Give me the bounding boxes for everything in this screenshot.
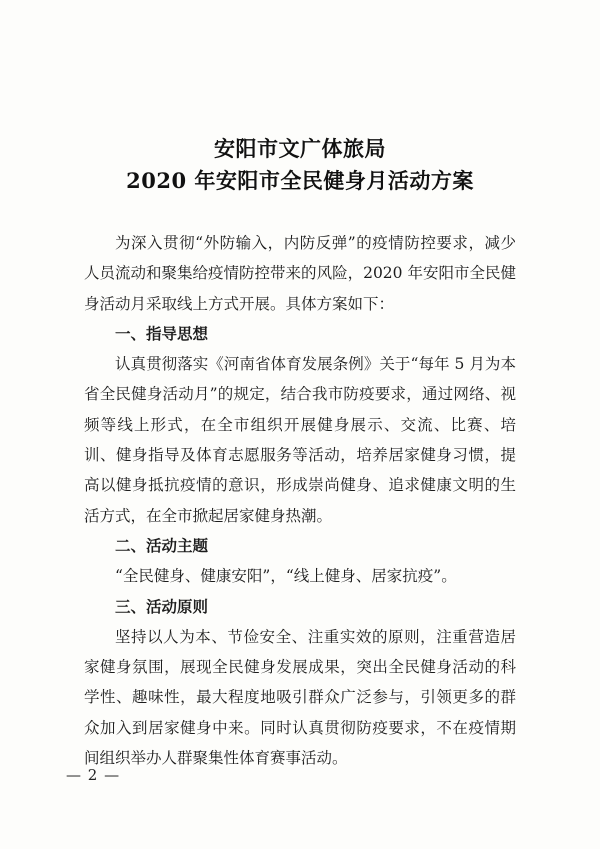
page-number: — 2 —: [66, 766, 121, 784]
section-heading-activity-principles: 三、活动原则: [115, 597, 209, 616]
document-body: [84, 228, 516, 773]
section-body-activity-principles: 坚持以人为本、节俭安全、注重实效的原则，注重营造居家健身氛围，展现全民健身发展成果，突出全民健身活动的科学性、趣味性，最大程度地吸引群众广泛参与，引领更多的群众加入到居家健身中来。同时认真贯彻防疫要求，不在疫情期间组织举办人群聚集性体育赛事活动。: [84, 627, 516, 768]
section-body-activity-theme: “全民健身、健康安阳”，“线上健身、居家抗疫”。: [115, 567, 457, 586]
section-body-guiding-ideology: 认真贯彻落实《河南省体育发展条例》关于“每年 5 月为本省全民健身活动月”的规定，结合我市防疫要求，通过网络、视频等线上形式，在全市组织开展健身展示、交流、比赛、培训、健身指导及体育志愿服务等活动，培养居家健身习惯，提高以健身抵抗疫情的意识，形成崇尚健身、追求健康文明的生活方式，在全市掀起居家健身热潮。: [84, 355, 516, 525]
document-issuer-title: 安阳市文广体旅局: [214, 136, 386, 161]
intro-paragraph: 为深入贯彻“外防输入，内防反弹”的疫情防控要求，减少人员流动和聚集给疫情防控带来的风险，2020 年安阳市全民健身活动月采取线上方式开展。具体方案如下：: [84, 234, 516, 313]
section-heading-activity-theme: 二、活动主题: [115, 536, 209, 555]
section-heading-guiding-ideology: 一、指导思想: [115, 324, 209, 343]
document-main-title: 2020 年安阳市全民健身月活动方案: [126, 168, 474, 193]
